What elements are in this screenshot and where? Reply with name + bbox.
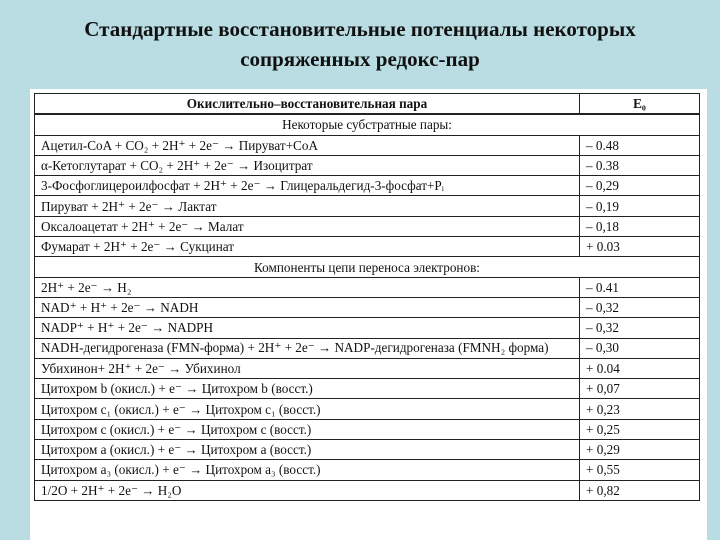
section-label: Некоторые субстратные пары: (35, 114, 700, 135)
table-row (35, 196, 700, 216)
redox-pair-cell: Цитохром a (окисл.) + e⁻ → Цитохром a (восст.) (35, 440, 580, 460)
e0-value-cell: + 0,07 (580, 379, 700, 399)
table-sheet (30, 89, 707, 540)
e0-value-cell: + 0,55 (580, 460, 700, 480)
table-row (35, 480, 700, 500)
table-row (35, 460, 700, 480)
table-row (35, 318, 700, 338)
redox-pair-cell: Цитохром c₁ (окисл.) + e⁻ → Цитохром c₁ (восст.) (35, 399, 580, 419)
e0-value-cell: + 0,82 (580, 480, 700, 500)
title-line-2: сопряженных редокс-пар (240, 47, 480, 71)
redox-pair-cell: 3-Фосфоглицероилфосфат + 2H⁺ + 2e⁻ → Глицеральдегид-3-фосфат+Pᵢ (35, 176, 580, 196)
redox-pair-cell: Цитохром a₃ (окисл.) + e⁻ → Цитохром a₃ (восст.) (35, 460, 580, 480)
section-label: Компоненты цепи переноса электронов: (35, 257, 700, 277)
table-row (35, 155, 700, 175)
e0-value-cell: – 0,18 (580, 216, 700, 236)
table-row (35, 419, 700, 439)
redox-pair-cell: NADP⁺ + H⁺ + 2e⁻ → NADPH (35, 318, 580, 338)
e0-value-cell: – 0,30 (580, 338, 700, 358)
section-row (35, 114, 700, 135)
e0-value-cell: – 0.41 (580, 277, 700, 297)
redox-table (34, 93, 700, 501)
table-header-row (35, 94, 700, 115)
slide-title (0, 14, 720, 74)
e0-value-cell: – 0.48 (580, 135, 700, 155)
redox-pair-cell: 2H⁺ + 2e⁻ → H₂ (35, 277, 580, 297)
section-row (35, 257, 700, 277)
redox-pair-cell: Оксалоацетат + 2H⁺ + 2e⁻ → Малат (35, 216, 580, 236)
header-pair: Окислительно–восстановительная пара (35, 94, 580, 115)
table-row (35, 297, 700, 317)
redox-pair-cell: NADH-дегидрогеназа (FMN-форма) + 2H⁺ + 2e⁻ → NADP-дегидрогеназа (FMNH₂ форма) (35, 338, 580, 358)
e0-value-cell: – 0,19 (580, 196, 700, 216)
redox-pair-cell: 1/2O + 2H⁺ + 2e⁻ → H₂O (35, 480, 580, 500)
e0-value-cell: – 0,32 (580, 318, 700, 338)
e0-value-cell: + 0,29 (580, 440, 700, 460)
redox-pair-cell: NAD⁺ + H⁺ + 2e⁻ → NADH (35, 297, 580, 317)
redox-pair-cell: Цитохром b (окисл.) + e⁻ → Цитохром b (восст.) (35, 379, 580, 399)
e0-value-cell: – 0.38 (580, 155, 700, 175)
e0-value-cell: – 0,29 (580, 176, 700, 196)
redox-pair-cell: α-Кетоглутарат + CO₂ + 2H⁺ + 2e⁻ → Изоцитрат (35, 155, 580, 175)
e0-value-cell: – 0,32 (580, 297, 700, 317)
e0-value-cell: + 0,25 (580, 419, 700, 439)
redox-pair-cell: Ацетил-CoA + CO₂ + 2H⁺ + 2e⁻ → Пируват+CoA (35, 135, 580, 155)
redox-pair-cell: Убихинон+ 2H⁺ + 2e⁻ → Убихинол (35, 358, 580, 378)
table-row (35, 379, 700, 399)
table-row (35, 440, 700, 460)
title-line-1: Стандартные восстановительные потенциалы некоторых (84, 17, 636, 41)
redox-pair-cell: Цитохром c (окисл.) + e⁻ → Цитохром c (восст.) (35, 419, 580, 439)
e0-value-cell: + 0.03 (580, 237, 700, 257)
redox-pair-cell: Пируват + 2H⁺ + 2e⁻ → Лактат (35, 196, 580, 216)
table-row (35, 237, 700, 257)
table-row (35, 135, 700, 155)
table-body (35, 114, 700, 500)
table-row (35, 399, 700, 419)
header-e0: E₀ (580, 94, 700, 115)
table-row (35, 176, 700, 196)
redox-pair-cell: Фумарат + 2H⁺ + 2e⁻ → Сукцинат (35, 237, 580, 257)
table-row (35, 216, 700, 236)
table-row (35, 338, 700, 358)
e0-value-cell: + 0,23 (580, 399, 700, 419)
e0-value-cell: + 0.04 (580, 358, 700, 378)
table-row (35, 277, 700, 297)
table-row (35, 358, 700, 378)
